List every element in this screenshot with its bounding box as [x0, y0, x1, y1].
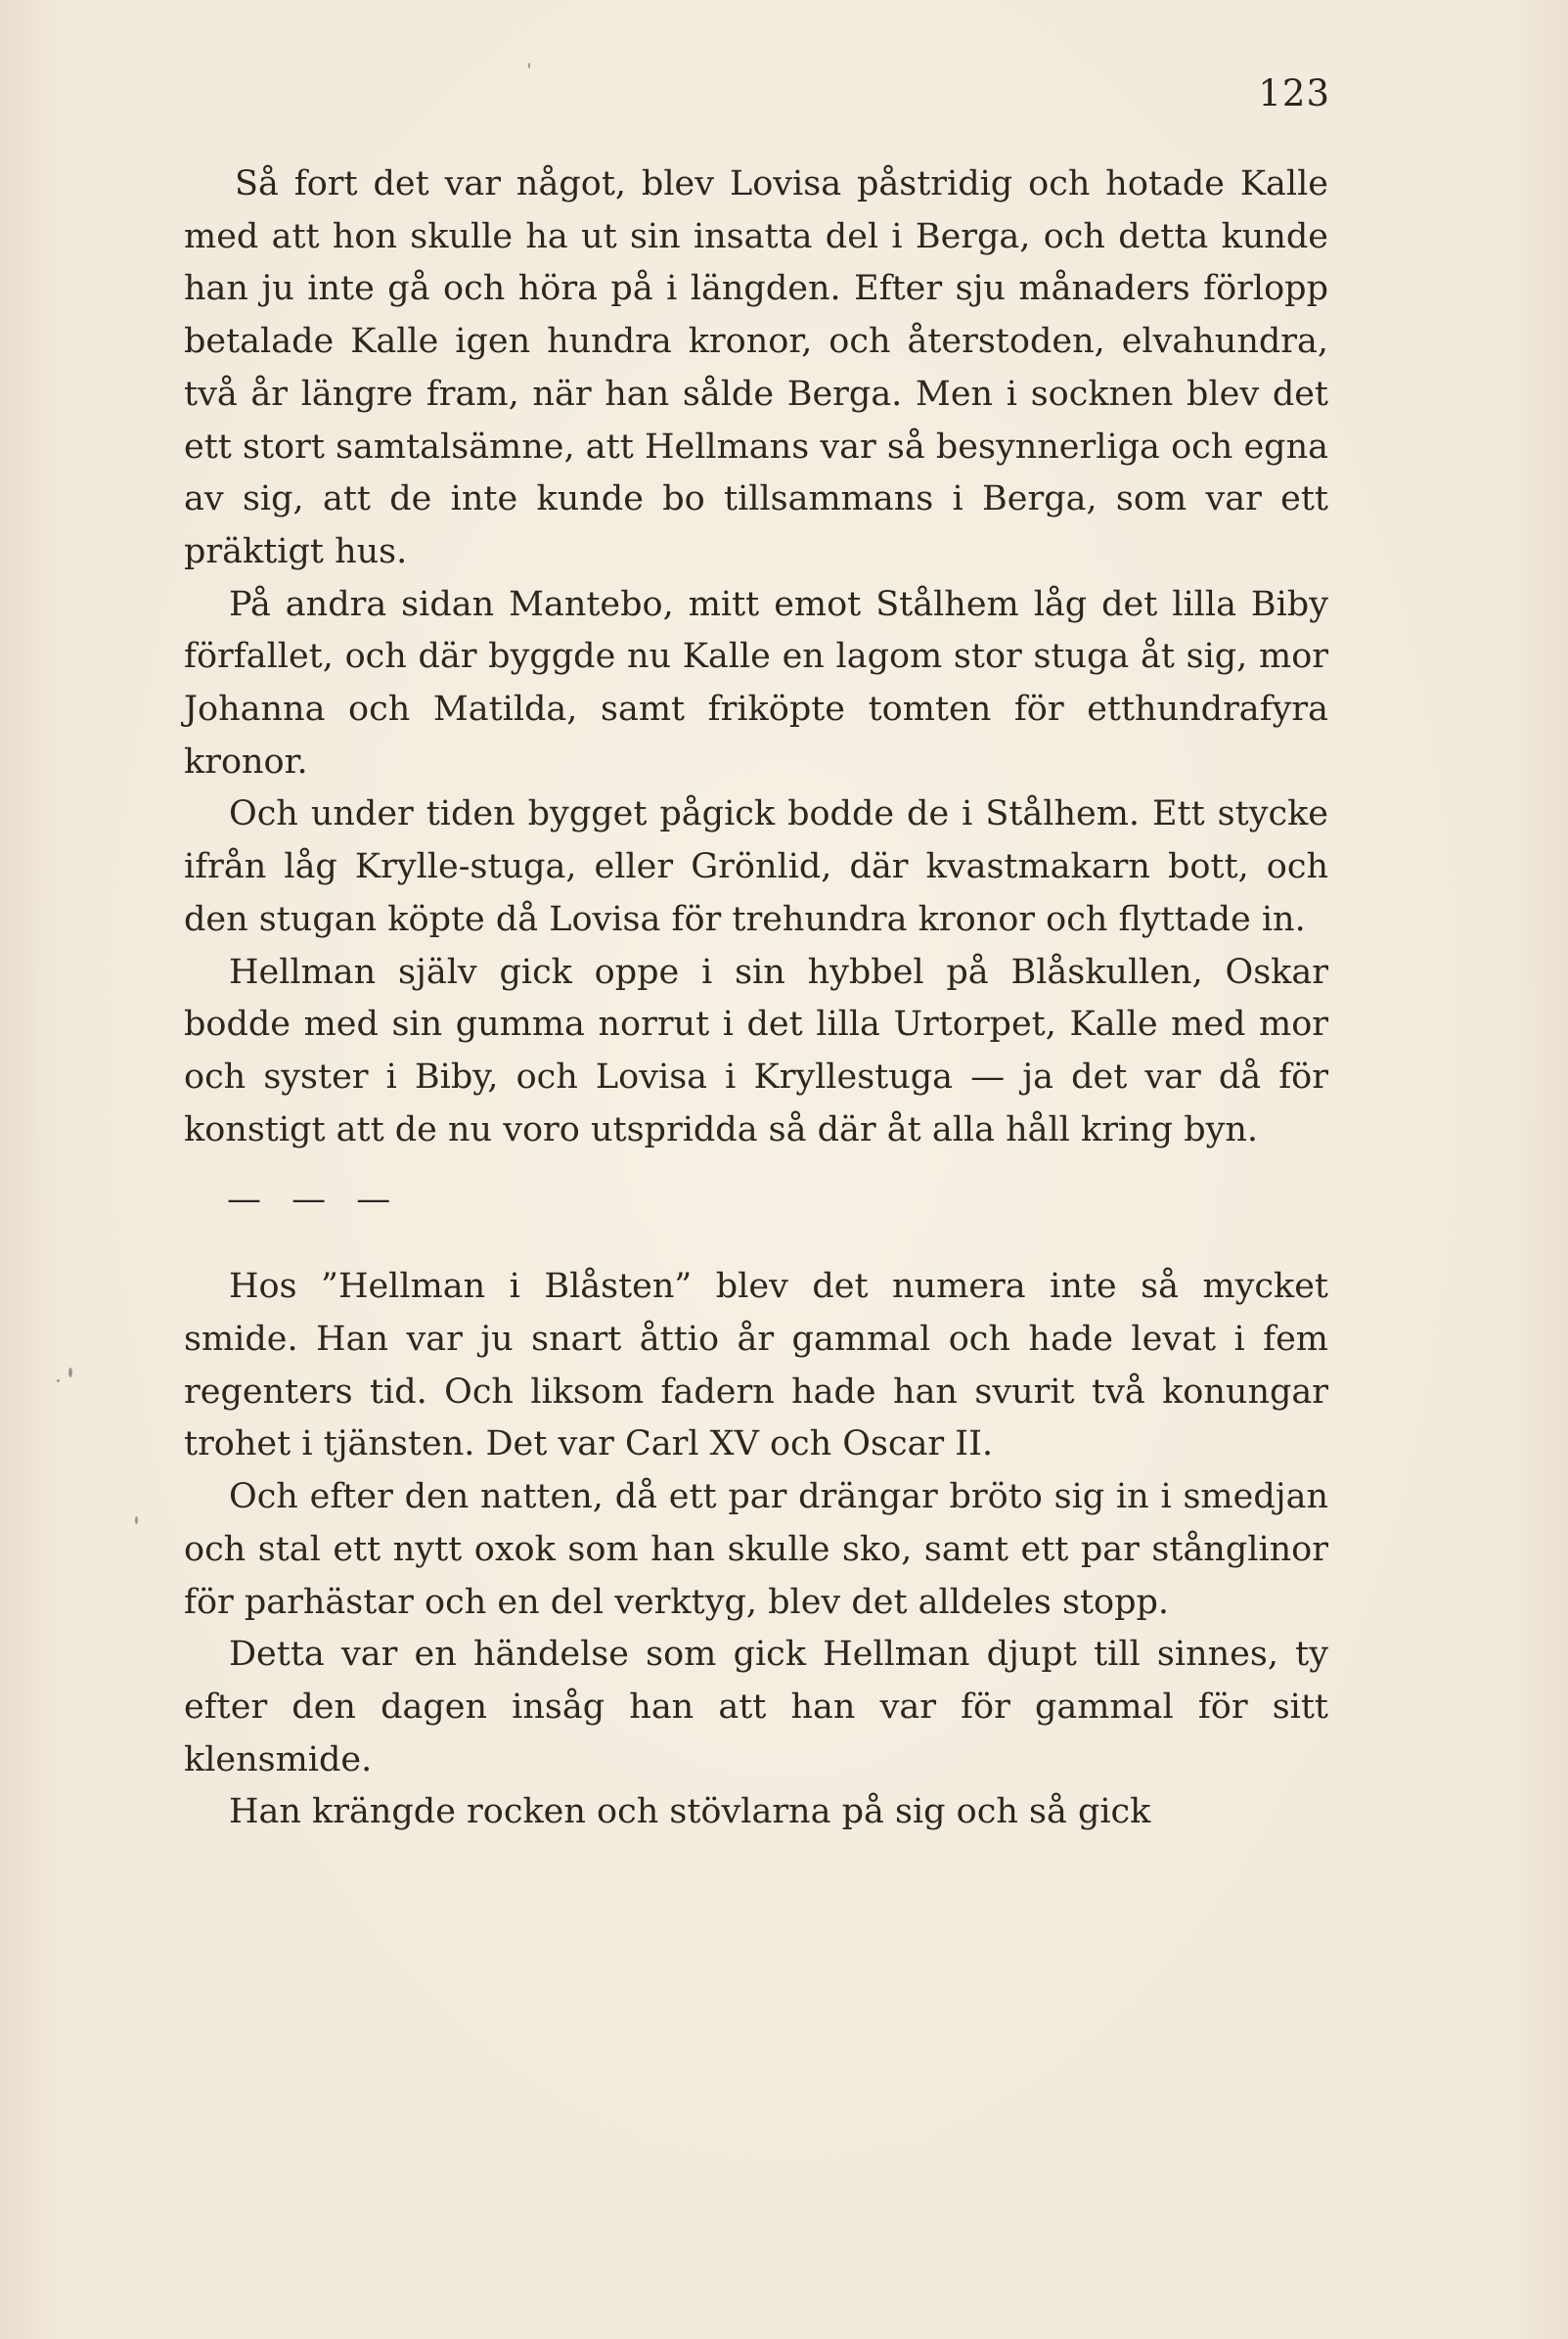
paragraph: Och efter den natten, då ett par drängar bröto sig in i smedjan och stal ett nytt oxok som han skulle sko, samt ett par stånglinor för parhästar och en del verktyg, blev det alldeles stopp.	[184, 1477, 1328, 1622]
section-divider	[184, 1156, 1328, 1261]
paragraph: Han krängde rocken och stövlarna på sig och så gick	[229, 1792, 1151, 1832]
paragraph: Hellman själv gick oppe i sin hybbel på Blåskullen, Oskar bodde med sin gumma norrut i det lilla Urtorpet, Kalle med mor och syster i Biby, och Lovisa i Kryllestuga — ja det var då för konstigt att de nu voro utspridda så där åt alla håll kring byn.	[184, 952, 1328, 1149]
page-number: 123	[1258, 72, 1330, 114]
paper-speck	[57, 1379, 60, 1382]
paragraph: Och under tiden bygget pågick bodde de i Stålhem. Ett stycke ifrån låg Krylle-stuga, eller Grönlid, där kvastmakarn bott, och den stugan köpte då Lovisa för trehundra kronor och flyttade in.	[184, 794, 1328, 939]
body-text	[184, 158, 1328, 1839]
paper-speck	[68, 1368, 72, 1377]
paper-speck	[135, 1516, 138, 1524]
paragraph: På andra sidan Mantebo, mitt emot Stålhem låg det lilla Biby förfallet, och där byggde nu Kalle en lagom stor stuga åt sig, mor Johanna och Matilda, samt friköpte tomten för etthundrafyra kronor.	[184, 584, 1328, 782]
paragraph: Detta var en händelse som gick Hellman djupt till sinnes, ty efter den dagen insåg han att han var för gammal för sitt klensmide.	[184, 1635, 1328, 1779]
divider-dashes: — — —	[227, 1180, 401, 1220]
paper-speck	[528, 63, 530, 68]
paragraph: Hos ”Hellman i Blåsten” blev det numera inte så mycket smide. Han var ju snart åttio år gammal och hade levat i fem regenters tid. Och liksom fadern hade han svurit två konungar trohet i tjänsten. Det var Carl XV och Oscar II.	[184, 1267, 1328, 1464]
paragraph: Så fort det var något, blev Lovisa påstridig och hotade Kalle med att hon skulle ha ut sin insatta del i Berga, och detta kunde han ju inte gå och höra på i längden. Efter sju månaders förlopp betalade Kalle igen hundra kronor, och återstoden, elvahundra, två år längre fram, när han sålde Berga. Men i socknen blev det ett stort samtalsämne, att Hellmans var så besynnerliga och egna av sig, att de inte kunde bo tillsammans i Berga, som var ett präktigt hus.	[184, 164, 1328, 571]
